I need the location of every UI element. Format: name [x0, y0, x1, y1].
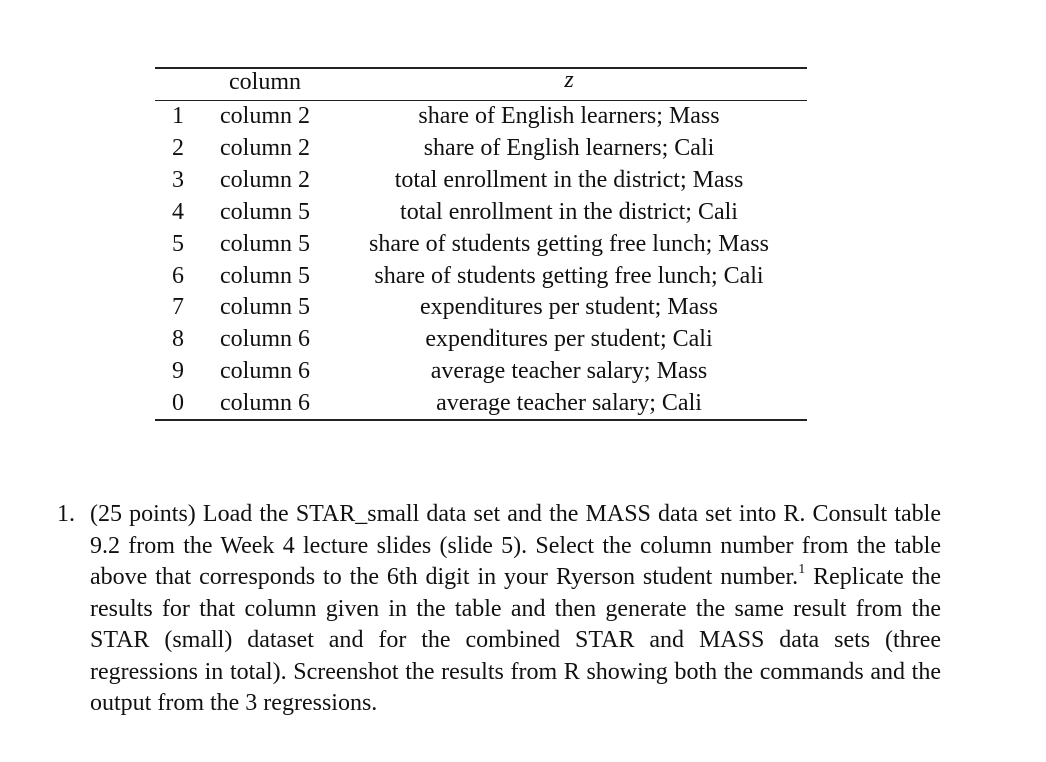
row-column: column 5: [220, 230, 310, 257]
row-index: 6: [172, 262, 184, 289]
row-column: column 2: [220, 134, 310, 161]
row-index: 2: [172, 134, 184, 161]
row-column: column 6: [220, 326, 310, 353]
question-text-part-1: (25 points) Load the STAR_small data set and the MASS data set into R. Consult table 9.2 from the Week 4 lecture slides (slide 5). Select the column number from the table above that corresponds to the 6th digit in your Ryerson student number.: [90, 501, 941, 590]
row-column: column 5: [220, 294, 310, 321]
row-column: column 2: [220, 166, 310, 193]
question-text-part-2: Replicate the results for that column given in the table and then generate the same result from the STAR (small) dataset and for the combined STAR and MASS data sets (three regressions in total). Screenshot the results from R showing both the commands and the output from the 3 regressions.: [90, 564, 941, 716]
footnote-marker: 1: [798, 562, 806, 577]
table-row: [155, 291, 807, 323]
row-z-description: share of students getting free lunch; Mass: [369, 230, 769, 257]
table-row: [155, 100, 807, 132]
row-column: column 2: [220, 103, 310, 129]
row-index: 8: [172, 326, 184, 353]
row-z-description: total enrollment in the district; Cali: [400, 198, 738, 225]
row-z-description: total enrollment in the district; Mass: [394, 166, 744, 193]
table-row: [155, 260, 807, 292]
table-row: [155, 228, 807, 260]
question-text: [90, 499, 941, 720]
row-column: column 5: [220, 262, 310, 289]
table-row: [155, 132, 807, 164]
row-column: column 6: [220, 358, 310, 385]
row-index: 4: [172, 198, 184, 225]
row-index: 5: [172, 230, 184, 257]
table-row: [155, 387, 807, 419]
table-row: [155, 164, 807, 196]
row-column: column 5: [220, 198, 310, 225]
table-header-z: z: [564, 67, 574, 93]
row-index: 0: [172, 390, 184, 417]
row-z-description: share of students getting free lunch; Cali: [374, 262, 764, 289]
row-z-description: expenditures per student; Mass: [420, 294, 718, 321]
table-bottom-rule: [155, 419, 807, 421]
table-row: [155, 323, 807, 355]
table-header-column: column: [229, 69, 301, 95]
row-column: column 6: [220, 390, 310, 417]
row-z-description: share of English learners; Mass: [418, 103, 720, 129]
row-z-description: average teacher salary; Cali: [436, 390, 702, 417]
row-z-description: share of English learners; Cali: [423, 134, 715, 161]
row-index: 1: [172, 103, 184, 129]
table-row: [155, 355, 807, 387]
row-z-description: expenditures per student; Cali: [425, 326, 713, 353]
row-z-description: average teacher salary; Mass: [430, 358, 708, 385]
row-index: 7: [172, 294, 184, 321]
row-index: 3: [172, 166, 184, 193]
table-row: [155, 196, 807, 228]
row-index: 9: [172, 358, 184, 385]
question-number: 1.: [57, 501, 75, 527]
question-1: [57, 499, 941, 720]
